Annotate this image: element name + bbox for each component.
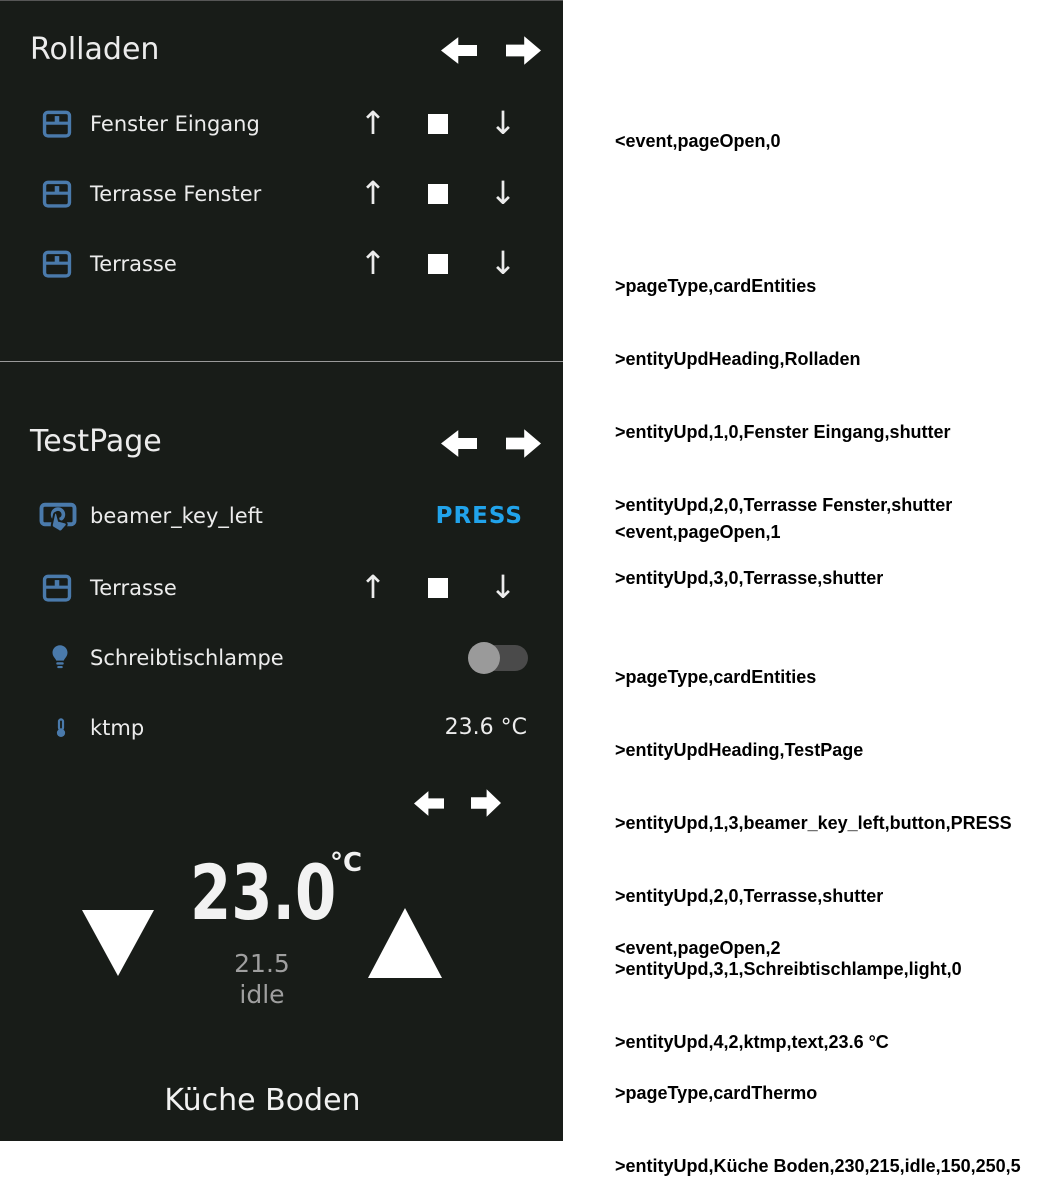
entity-row [0, 174, 563, 214]
nav-right-arrow-button[interactable] [506, 35, 541, 66]
protocol-line: >entityUpd,3,0,Terrasse,shutter [615, 567, 884, 588]
window-shutter-icon [40, 571, 74, 609]
protocol-line [615, 592, 1012, 616]
shutter-stop-button[interactable] [428, 114, 448, 134]
protocol-block-pageopen-2 [615, 887, 1021, 1203]
shutter-down-button[interactable]: ↓ [489, 104, 517, 142]
hvac-status: idle [239, 980, 285, 1009]
nav-right-arrow-button[interactable] [471, 788, 501, 818]
entity-row [0, 568, 563, 608]
thermometer-icon [50, 710, 72, 750]
nav-right-arrow-button[interactable] [506, 428, 541, 459]
entity-row [0, 496, 563, 536]
target-temperature: 21.5 [234, 949, 290, 978]
protocol-line [615, 1008, 1021, 1032]
protocol-line: >pageType,cardEntities [615, 667, 817, 688]
shutter-stop-button[interactable] [428, 254, 448, 274]
protocol-line: >entityUpd,Küche Boden,230,215,idle,150,250,5 [615, 1156, 1021, 1177]
temperature-down-button[interactable] [82, 910, 154, 976]
window-shutter-icon [40, 247, 74, 285]
nav-left-arrow-button[interactable] [441, 429, 477, 458]
shutter-stop-button[interactable] [428, 184, 448, 204]
screenshot-top-border [0, 0, 563, 1]
shutter-up-button[interactable]: ↑ [359, 104, 387, 142]
protocol-line: >entityUpd,4,2,ktmp,text,23.6 °C [615, 1031, 889, 1052]
entity-label: Schreibtischlampe [90, 646, 284, 670]
nav-left-arrow-button[interactable] [414, 790, 444, 817]
temperature-unit: °C [330, 848, 363, 878]
protocol-line: >entityUpd,1,0,Fenster Eingang,shutter [615, 422, 951, 443]
entity-label: Fenster Eingang [90, 112, 260, 136]
temperature-up-button[interactable] [368, 908, 442, 978]
gesture-tap-button-icon [38, 498, 78, 538]
entity-row [0, 104, 563, 144]
shutter-down-button[interactable]: ↓ [489, 244, 517, 282]
shutter-stop-button[interactable] [428, 578, 448, 598]
nav-left-arrow-button[interactable] [441, 36, 477, 65]
protocol-line: >pageType,cardThermo [615, 1083, 818, 1104]
protocol-line [615, 201, 952, 225]
entity-label: ktmp [90, 716, 145, 740]
protocol-line: <event,pageOpen,2 [615, 937, 781, 958]
light-toggle-switch[interactable] [468, 641, 528, 675]
toggle-knob [468, 642, 500, 674]
shutter-up-button[interactable]: ↑ [359, 244, 387, 282]
window-shutter-icon [40, 177, 74, 215]
protocol-line: >entityUpd,2,0,Terrasse Fenster,shutter [615, 495, 953, 516]
entity-row [0, 638, 563, 678]
protocol-line: >entityUpdHeading,TestPage [615, 740, 864, 761]
press-button[interactable]: PRESS [435, 503, 523, 529]
protocol-line: >entityUpd,1,3,beamer_key_left,button,PRESS [615, 813, 1012, 834]
entity-value: 23.6 °C [444, 715, 527, 740]
shutter-down-button[interactable]: ↓ [489, 568, 517, 606]
shutter-up-button[interactable]: ↑ [359, 174, 387, 212]
current-temperature: 23.0 [190, 848, 337, 937]
protocol-line: >entityUpd,3,1,Schreibtischlampe,light,0 [615, 958, 962, 979]
page-title: Rolladen [30, 32, 160, 67]
page-title: TestPage [30, 424, 162, 459]
protocol-line: <event,pageOpen,1 [615, 521, 781, 542]
light-bulb-icon [45, 640, 75, 678]
thermostat-title: Küche Boden [164, 1083, 361, 1118]
entity-row [0, 708, 563, 748]
entity-label: beamer_key_left [90, 504, 263, 528]
protocol-line: <event,pageOpen,0 [615, 130, 781, 151]
shutter-up-button[interactable]: ↑ [359, 568, 387, 606]
screenshot-divider [0, 361, 563, 362]
protocol-line: >entityUpd,2,0,Terrasse,shutter [615, 886, 884, 907]
shutter-down-button[interactable]: ↓ [489, 174, 517, 212]
entity-label: Terrasse [90, 576, 177, 600]
entity-label: Terrasse [90, 252, 177, 276]
protocol-line: >entityUpdHeading,Rolladen [615, 349, 861, 370]
entity-label: Terrasse Fenster [90, 182, 262, 206]
window-shutter-icon [40, 107, 74, 145]
entity-row [0, 244, 563, 284]
protocol-line: >pageType,cardEntities [615, 276, 817, 297]
